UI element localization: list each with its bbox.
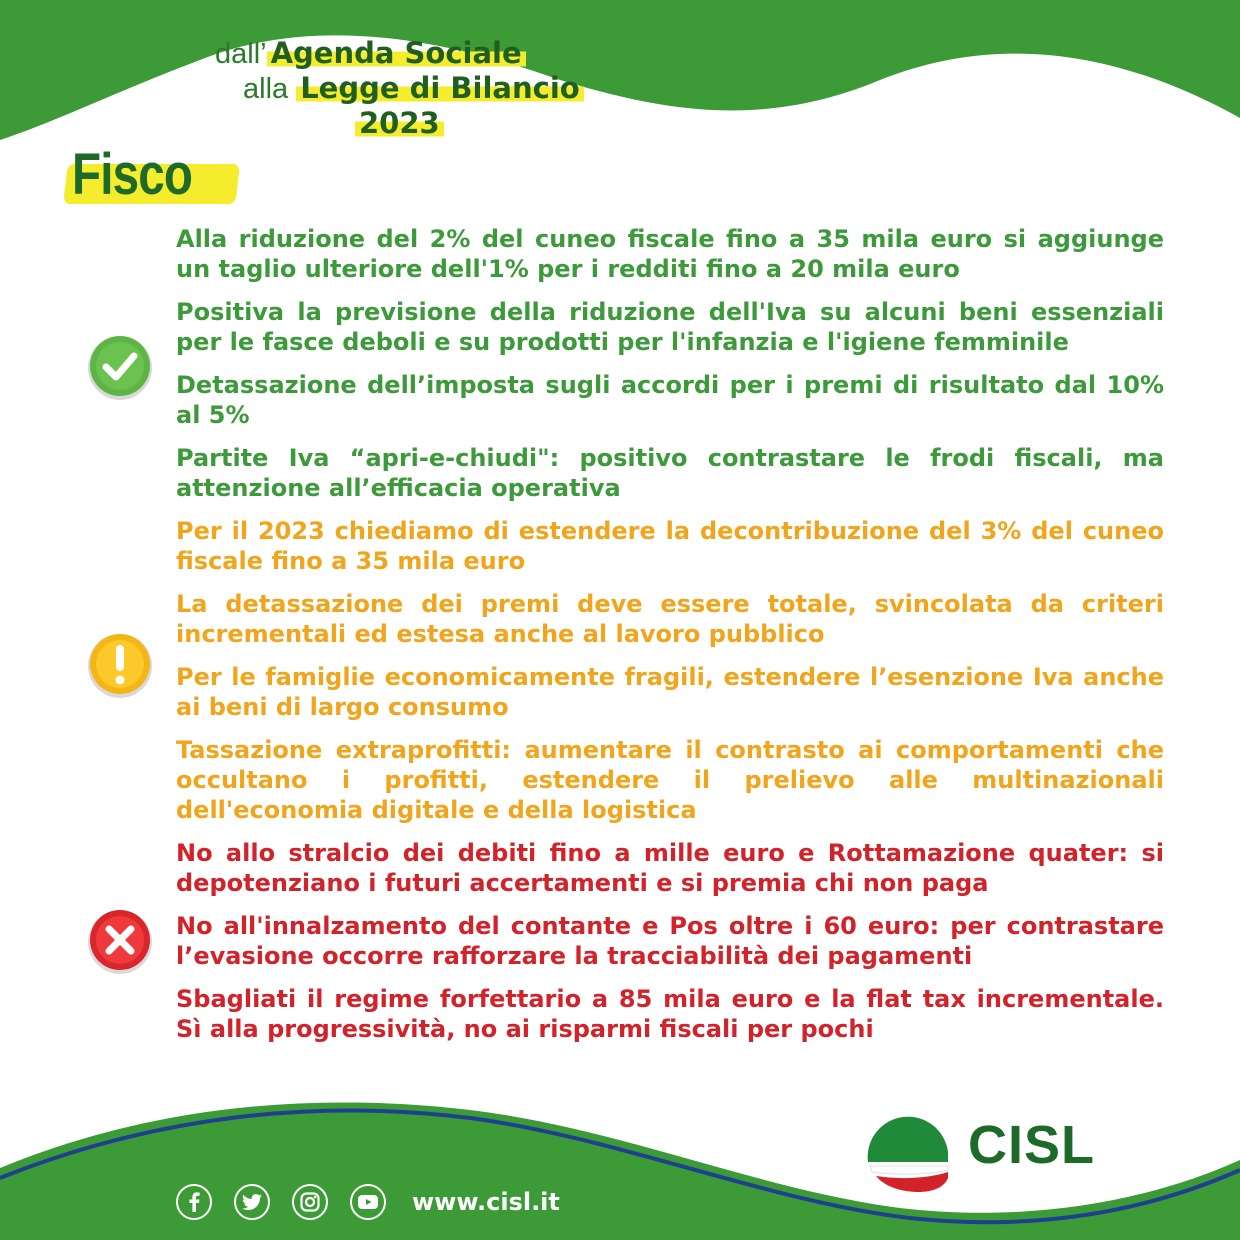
warning-item: Tassazione extraprofitti: aumentare il contrasto ai comportamenti che occultano i profitti, estendere il prelievo alle multinazionali dell'economia digitale e della logistica [176,736,1164,824]
positive-item: Positiva la previsione della riduzione dell'Iva su alcuni beni essenziali per le fasce deboli e su prodotti per l'infanzia e l'igiene femminile [176,298,1164,356]
exclamation-icon [86,630,154,698]
instagram-icon[interactable] [292,1184,328,1220]
cisl-logo: CISL [862,1104,1122,1194]
header-line-2: alla Legge di Bilancio [215,71,584,106]
social-bar [176,1184,560,1220]
negative-item: No allo stralcio dei debiti fino a mille euro e Rottamazione quater: si depotenziano i futuri accertamenti e si premia chi non paga [176,839,1164,897]
website-link[interactable]: www.cisl.it [412,1188,560,1216]
warning-item: La detassazione dei premi deve essere totale, svincolata da criteri incrementali ed estesa anche al lavoro pubblico [176,590,1164,648]
check-icon [86,332,154,400]
warning-item: Per il 2023 chiediamo di estendere la decontribuzione del 3% del cuneo fiscale fino a 35 mila euro [176,517,1164,575]
negative-item: Sbagliati il regime forfettario a 85 mila euro e la flat tax incrementale. Sì alla progressività, no ai risparmi fiscali per pochi [176,985,1164,1043]
header-line-3: 2023 [215,106,584,140]
warning-item: Per le famiglie economicamente fragili, estendere l’esenzione Iva anche ai beni di largo consumo [176,663,1164,721]
twitter-icon[interactable] [234,1184,270,1220]
facebook-icon[interactable] [176,1184,212,1220]
header-line-1: dall’ Agenda Sociale [215,36,584,71]
positive-item: Detassazione dell’imposta sugli accordi per i premi di risultato dal 10% al 5% [176,371,1164,429]
section-title: Fisco [72,142,192,208]
positive-item: Alla riduzione del 2% del cuneo fiscale fino a 35 mila euro si aggiunge un taglio ulteriore dell'1% per i redditi fino a 20 mila euro [176,225,1164,283]
youtube-icon[interactable] [350,1184,386,1220]
cross-icon [86,906,154,974]
negative-item: No all'innalzamento del contante e Pos oltre i 60 euro: per contrastare l’evasione occorre rafforzare la tracciabilità dei pagamenti [176,912,1164,970]
policy-list [176,224,1164,1057]
campaign-header [215,36,584,140]
positive-item: Partite Iva “apri-e-chiudi": positivo contrastare le frodi fiscali, ma attenzione all’efficacia operativa [176,444,1164,502]
cisl-logo-mark [862,1104,954,1194]
